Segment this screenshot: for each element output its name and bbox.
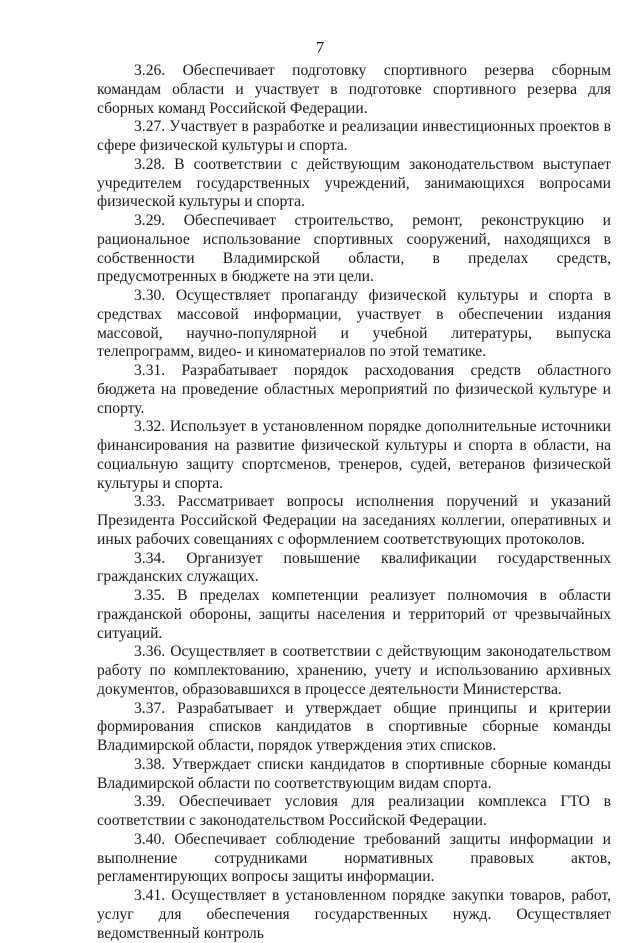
document-body [97,62,611,943]
paragraph-3-29: 3.29. Обеспечивает строительство, ремонт, реконструкцию и рациональное использование спортивных сооружений, находящихся в собственности Владимирской области, в пределах средств, предусмотренных в бюджете на эти цели. [97,212,611,286]
paragraph-3-36: 3.36. Осуществляет в соответствии с действующим законодательством работу по комплектованию, хранению, учету и использованию архивных документов, образовавшихся в процессе деятельности Министерства. [97,643,611,698]
paragraph-3-39: 3.39. Обеспечивает условия для реализации комплекса ГТО в соответствии с законодательством Российской Федерации. [97,793,611,829]
page-number: 7 [315,38,325,57]
paragraph-3-40: 3.40. Обеспечивает соблюдение требований защиты информации и выполнение сотрудниками нормативных правовых актов, регламентирующих вопросы защиты информации. [97,830,611,886]
paragraph-3-41: 3.41. Осуществляет в установленном порядке закупки товаров, работ, услуг для обеспечения государственных нужд. Осуществляет ведомственный контроль [97,887,611,942]
paragraph-3-27: 3.27. Участвует в разработке и реализации инвестиционных проектов в сфере физической культуры и спорта. [97,118,611,154]
paragraph-3-37: 3.37. Разрабатывает и утверждает общие принципы и критерии формирования списков кандидатов в спортивные сборные команды Владимирской области, порядок утверждения этих списков. [97,699,611,754]
paragraph-3-35: 3.35. В пределах компетенции реализует полномочия в области гражданской обороны, защиты населения и территорий от чрезвычайных ситуаций. [97,587,611,642]
paragraph-3-30: 3.30. Осуществляет пропаганду физической культуры и спорта в средствах массовой информации, участвует в обеспечении издания массовой, научно-популярной и учебной литературы, выпуска телепрограмм, видео- и киноматериалов по этой тематике. [97,287,611,361]
paragraph-3-33: 3.33. Рассматривает вопросы исполнения поручений и указаний Президента Российской Федерации на заседаниях коллегии, оперативных и иных рабочих совещаниях с оформлением соответствующих протоколов. [97,493,611,548]
paragraph-3-31: 3.31. Разрабатывает порядок расходования средств областного бюджета на проведение областных мероприятий по физической культуре и спорту. [97,362,611,417]
paragraph-3-26: 3.26. Обеспечивает подготовку спортивного резерва сборным командам области и участвует в подготовке спортивного резерва для сборных команд Российской Федерации. [97,62,611,117]
paragraph-3-32: 3.32. Использует в установленном порядке дополнительные источники финансирования на развитие физической культуры и спорта в области, на социальную защиту спортсменов, тренеров, судей, ветеранов физической культуры и спорта. [97,418,611,492]
paragraph-3-28: 3.28. В соответствии с действующим законодательством выступает учредителем государственных учреждений, занимающихся вопросами физической культуры и спорта. [97,155,611,211]
paragraph-3-38: 3.38. Утверждает списки кандидатов в спортивные сборные команды Владимирской области по соответствующим видам спорта. [97,755,611,792]
paragraph-3-34: 3.34. Организует повышение квалификации государственных гражданских служащих. [97,549,611,586]
